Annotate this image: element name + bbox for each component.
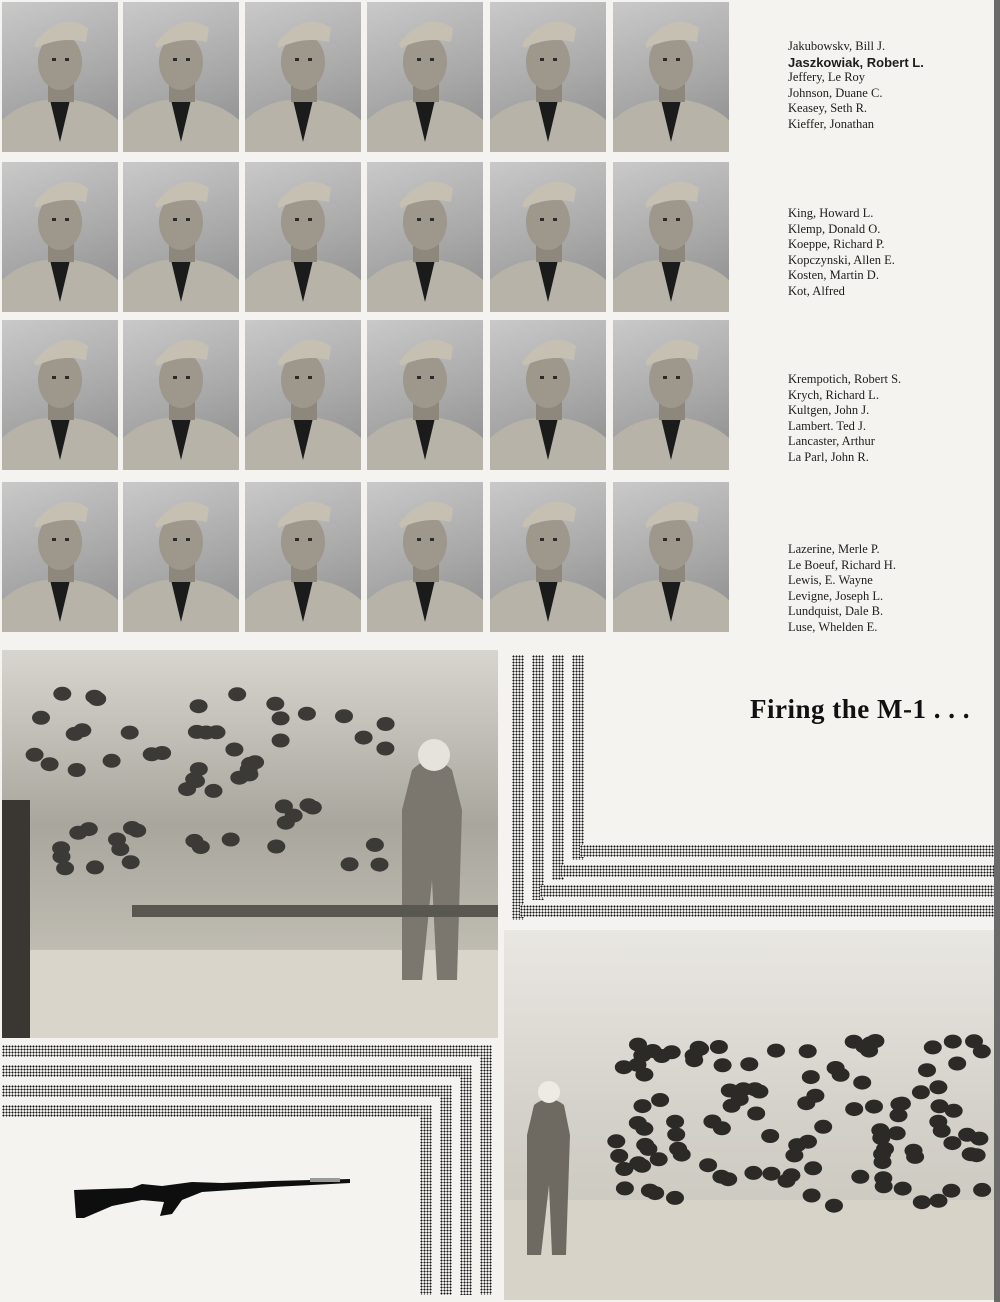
helmet-shape — [744, 1166, 762, 1180]
photo-large-group — [504, 930, 998, 1300]
helmet-shape — [703, 1115, 721, 1129]
helmet-shape — [785, 1148, 803, 1162]
helmet-shape — [699, 1158, 717, 1172]
name-entry: Johnson, Duane C. — [788, 85, 883, 100]
name-entry: Klemp, Donald O. — [788, 221, 881, 236]
helmet-shape — [225, 743, 243, 757]
helmet-shape — [930, 1194, 948, 1208]
helmet-shape — [610, 1149, 628, 1163]
helmet-shape — [68, 763, 86, 777]
halftone-stripe — [2, 1105, 432, 1117]
helmet-shape — [747, 1107, 765, 1121]
helmet-shape — [893, 1097, 911, 1111]
helmet-shape — [285, 809, 303, 823]
helmet-shape — [853, 1076, 871, 1090]
helmet-shape — [272, 711, 290, 725]
halftone-stripe — [480, 1045, 492, 1295]
helmet-shape — [905, 1144, 923, 1158]
portrait-photo — [245, 482, 361, 632]
helmet-shape — [943, 1136, 961, 1150]
helmet-shape — [942, 1184, 960, 1198]
name-entry: Lambert. Ted J. — [788, 418, 867, 433]
helmet-shape — [377, 717, 395, 731]
helmet-shape — [366, 838, 384, 852]
halftone-stripe — [2, 1065, 472, 1077]
helmet-shape — [335, 709, 353, 723]
helmet-shape — [825, 1199, 843, 1213]
name-entry: Lazerine, Merle P. — [788, 542, 880, 556]
helmet-shape — [651, 1093, 669, 1107]
portrait-photo — [367, 320, 483, 470]
portrait-photo — [123, 2, 239, 152]
halftone-stripe — [532, 655, 544, 900]
portrait-photo — [123, 162, 239, 312]
helmet-shape — [855, 1040, 873, 1054]
halftone-stripe — [572, 655, 584, 860]
page-caption: Firing the M-1 . . . — [750, 694, 970, 724]
helmet-shape — [968, 1148, 986, 1162]
name-entry: Kieffer, Jonathan — [788, 116, 875, 131]
helmet-shape — [929, 1080, 947, 1094]
helmet-shape — [685, 1053, 703, 1067]
helmet-shape — [240, 767, 258, 781]
helmet-shape — [635, 1122, 653, 1136]
portrait-photo — [367, 482, 483, 632]
helmet-shape — [944, 1035, 962, 1049]
helmet-shape — [298, 707, 316, 721]
portrait-photo — [490, 2, 606, 152]
helmet-shape — [197, 726, 215, 740]
name-entry: Kot, Alfred — [788, 283, 845, 298]
name-entry: Keasey, Seth R. — [788, 101, 868, 115]
portrait-photo — [613, 320, 729, 470]
helmet-shape — [803, 1189, 821, 1203]
portrait-photo — [490, 482, 606, 632]
portrait-photo — [613, 482, 729, 632]
portrait-photo — [490, 162, 606, 312]
helmet-shape — [53, 687, 71, 701]
helmet-shape — [797, 1096, 815, 1110]
helmet-shape — [635, 1068, 653, 1082]
helmet-shape — [192, 840, 210, 854]
helmet-shape — [190, 762, 208, 776]
helmet-shape — [762, 1167, 780, 1181]
name-entry: Le Boeuf, Richard H. — [788, 557, 896, 572]
halftone-stripe — [460, 1065, 472, 1295]
name-entry: Jakubowskv, Bill J. — [788, 39, 886, 53]
name-entry: Kultgen, John J. — [788, 403, 870, 417]
helmet-shape — [719, 1172, 737, 1186]
name-entry: Jeffery, Le Roy — [788, 70, 866, 84]
helmet-shape — [639, 1142, 657, 1156]
helmet-shape — [341, 857, 359, 871]
name-entry: Kosten, Martin D. — [788, 268, 879, 282]
helmet-shape — [607, 1134, 625, 1148]
helmet-shape — [931, 1099, 949, 1113]
helmet-shape — [56, 861, 74, 875]
helmet-shape — [871, 1123, 889, 1137]
name-entry: Lancaster, Arthur — [788, 434, 875, 448]
helmet-shape — [267, 840, 285, 854]
helmet-shape — [973, 1044, 991, 1058]
helmet-shape — [845, 1102, 863, 1116]
portrait-photo — [613, 162, 729, 312]
helmet-shape — [629, 1156, 647, 1170]
helmet-shape — [634, 1099, 652, 1113]
helmet-shape — [371, 858, 389, 872]
helmet-shape — [376, 742, 394, 756]
helmet-shape — [894, 1182, 912, 1196]
helmet-shape — [667, 1128, 685, 1142]
rifle-icon — [72, 1170, 352, 1222]
helmet-shape — [827, 1061, 845, 1075]
portrait-photo — [245, 320, 361, 470]
helmet-shape — [73, 723, 91, 737]
helmet-shape — [121, 726, 139, 740]
helmet-shape — [300, 798, 318, 812]
name-list-row-2 — [788, 206, 988, 299]
helmet-shape — [918, 1063, 936, 1077]
helmet-shape — [669, 1142, 687, 1156]
helmet-shape — [86, 860, 104, 874]
helmet-shape — [666, 1115, 684, 1129]
helmet-shape — [222, 833, 240, 847]
helmet-shape — [615, 1060, 633, 1074]
helmet-shape — [874, 1155, 892, 1169]
helmet-shape — [924, 1040, 942, 1054]
helmet-shape — [143, 747, 161, 761]
helmet-shape — [865, 1100, 883, 1114]
helmet-shape — [912, 1085, 930, 1099]
helmet-shape — [85, 690, 103, 704]
name-entry: Luse, Whelden E. — [788, 619, 878, 634]
halftone-stripe — [560, 865, 994, 877]
name-list-row-3 — [788, 372, 988, 465]
helmet-shape — [973, 1183, 991, 1197]
helmet-shape — [799, 1044, 817, 1058]
name-entry: La Parl, John R. — [788, 449, 869, 464]
portrait-photo — [2, 2, 118, 152]
portrait-photo — [245, 162, 361, 312]
helmet-shape — [958, 1128, 976, 1142]
helmet-shape — [69, 826, 87, 840]
page-edge — [994, 0, 1000, 1302]
name-entry: Lewis, E. Wayne — [788, 573, 873, 587]
name-list-row-1 — [788, 39, 988, 132]
helmet-shape — [190, 699, 208, 713]
helmet-shape — [122, 855, 140, 869]
portrait-photo — [2, 162, 118, 312]
helmet-shape — [767, 1044, 785, 1058]
helmet-shape — [53, 850, 71, 864]
portrait-photo — [490, 320, 606, 470]
portrait-photo — [367, 162, 483, 312]
name-entry: King, Howard L. — [788, 206, 874, 220]
helmet-shape — [778, 1174, 796, 1188]
helmet-shape — [355, 731, 373, 745]
portrait-photo — [367, 2, 483, 152]
name-entry: Krempotich, Robert S. — [788, 372, 902, 386]
helmet-shape — [875, 1179, 893, 1193]
halftone-stripe — [580, 845, 994, 857]
helmet-shape — [851, 1170, 869, 1184]
halftone-stripe — [2, 1045, 492, 1057]
helmet-shape — [272, 734, 290, 748]
helmet-shape — [888, 1126, 906, 1140]
portrait-photo — [123, 482, 239, 632]
name-entry: Levigne, Joseph L. — [788, 588, 884, 603]
helmet-shape — [32, 711, 50, 725]
helmet-shape — [802, 1070, 820, 1084]
halftone-stripe — [440, 1085, 452, 1295]
halftone-stripe — [552, 655, 564, 880]
helmet-shape — [714, 1058, 732, 1072]
helmet-shape — [761, 1129, 779, 1143]
helmet-shape — [799, 1135, 817, 1149]
helmet-shape — [616, 1181, 634, 1195]
name-entry: Koeppe, Richard P. — [788, 237, 885, 251]
helmet-shape — [629, 1038, 647, 1052]
helmet-shape — [804, 1161, 822, 1175]
helmet-shape — [653, 1049, 671, 1063]
helmet-shape — [710, 1040, 728, 1054]
name-entry: Kopczynski, Allen E. — [788, 252, 895, 267]
helmet-shape — [266, 697, 284, 711]
halftone-stripe — [512, 655, 524, 920]
helmet-shape — [666, 1191, 684, 1205]
helmet-shape — [740, 1057, 758, 1071]
helmet-shape — [41, 757, 59, 771]
name-entry: Jaszkowiak, Robert L. — [788, 54, 924, 70]
helmet-shape — [26, 748, 44, 762]
name-entry: Lundquist, Dale B. — [788, 604, 884, 618]
helmet-shape — [734, 1082, 752, 1096]
photo-instructor-group — [2, 650, 498, 1038]
helmet-shape — [814, 1120, 832, 1134]
helmet-shape — [913, 1195, 931, 1209]
helmet-shape — [205, 784, 223, 798]
helmet-shape — [948, 1057, 966, 1071]
halftone-stripe — [2, 1085, 452, 1097]
helmet-shape — [103, 754, 121, 768]
portrait-photo — [2, 482, 118, 632]
portrait-photo — [613, 2, 729, 152]
helmet-shape — [690, 1041, 708, 1055]
helmet-shape — [646, 1186, 664, 1200]
helmet-shape — [929, 1115, 947, 1129]
helmet-shape — [123, 821, 141, 835]
name-list-row-4 — [788, 542, 988, 635]
portrait-photo — [2, 320, 118, 470]
halftone-stripe — [520, 905, 994, 917]
helmet-shape — [108, 833, 126, 847]
portrait-photo — [123, 320, 239, 470]
helmet-shape — [228, 687, 246, 701]
halftone-stripe — [540, 885, 994, 897]
name-entry: Krych, Richard L. — [788, 387, 879, 402]
halftone-stripe — [420, 1105, 432, 1295]
portrait-photo — [245, 2, 361, 152]
